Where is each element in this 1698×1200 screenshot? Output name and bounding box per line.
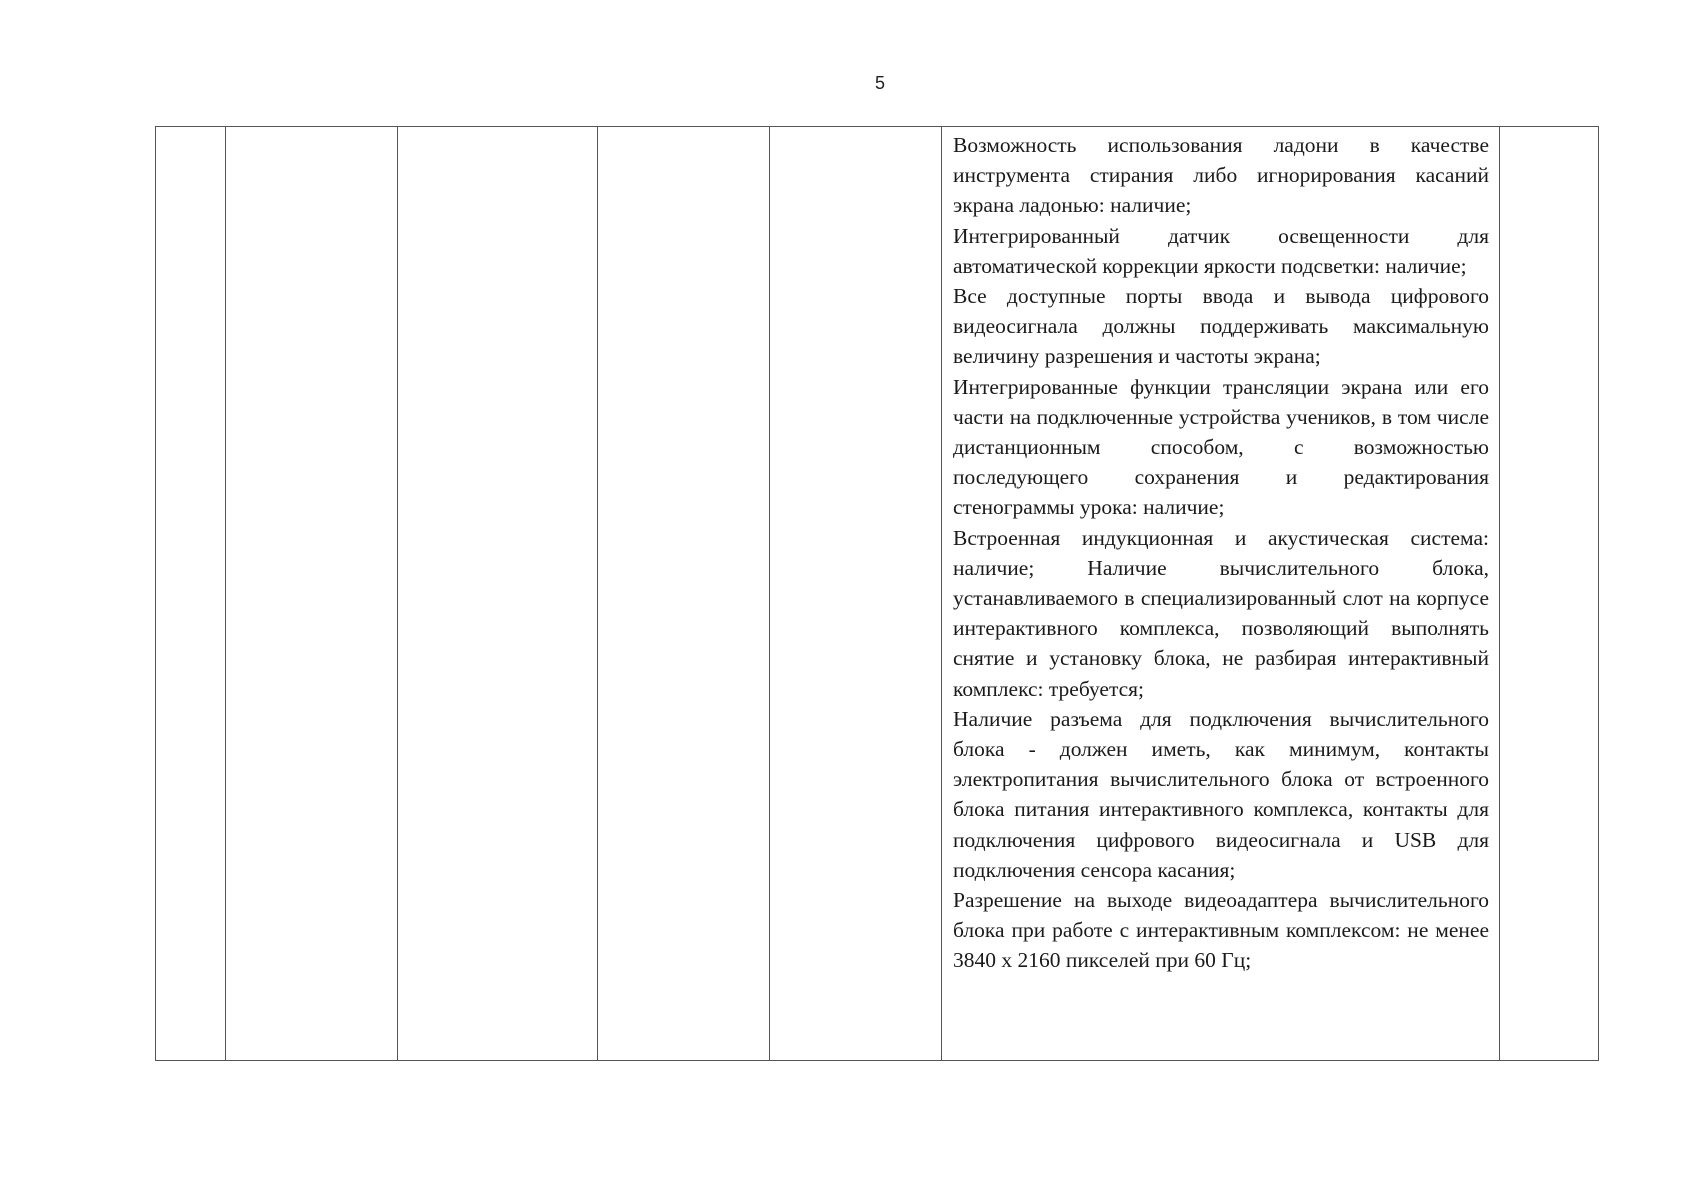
page-number: 5 <box>874 73 885 93</box>
table-cell-notes <box>1500 127 1599 1061</box>
specification-table <box>155 126 1599 1061</box>
table-row <box>156 127 1599 1061</box>
table-cell-code <box>398 127 598 1061</box>
table-cell-name <box>226 127 398 1061</box>
characteristic-paragraph: Возможность использования ладони в качестве инструмента стирания либо игнорирования касаний экрана ладонью: наличие; <box>953 133 1489 218</box>
characteristic-paragraph: Встроенная индукционная и акустическая система: наличие; Наличие вычислительного блока, устанавливаемого в специализированный слот на корпусе интерактивного комплекса, позволяющий выполнять снятие и установку блока, не разбирая интерактивный комплекс: требуется; <box>953 525 1489 701</box>
characteristic-paragraph: Интегрированные функции трансляции экрана или его части на подключенные устройства учеников, в том числе дистанционным способом, с возможностью последующего сохранения и редактирования стенограммы урока: наличие; <box>953 374 1489 520</box>
characteristic-paragraph: Интегрированный датчик освещенности для автоматической коррекции яркости подсветки: наличие; <box>953 223 1489 278</box>
table-cell-characteristics <box>942 127 1500 1061</box>
table-cell-quantity <box>770 127 942 1061</box>
characteristic-paragraph: Все доступные порты ввода и вывода цифрового видеосигнала должны поддерживать максимальную величину разрешения и частоты экрана; <box>953 284 1489 369</box>
table-cell-unit <box>598 127 770 1061</box>
characteristic-paragraph: Наличие разъема для подключения вычислительного блока - должен иметь, как минимум, контакты электропитания вычислительного блока от встроенного блока питания интерактивного комплекса, контакты для подключения цифрового видеосигнала и USB для подключения сенсора касания; <box>953 706 1489 882</box>
characteristic-paragraph: Разрешение на выходе видеоадаптера вычислительного блока при работе с интерактивным комплексом: не менее 3840 x 2160 пикселей при 60 Гц; <box>953 888 1489 973</box>
table-cell-number <box>156 127 226 1061</box>
